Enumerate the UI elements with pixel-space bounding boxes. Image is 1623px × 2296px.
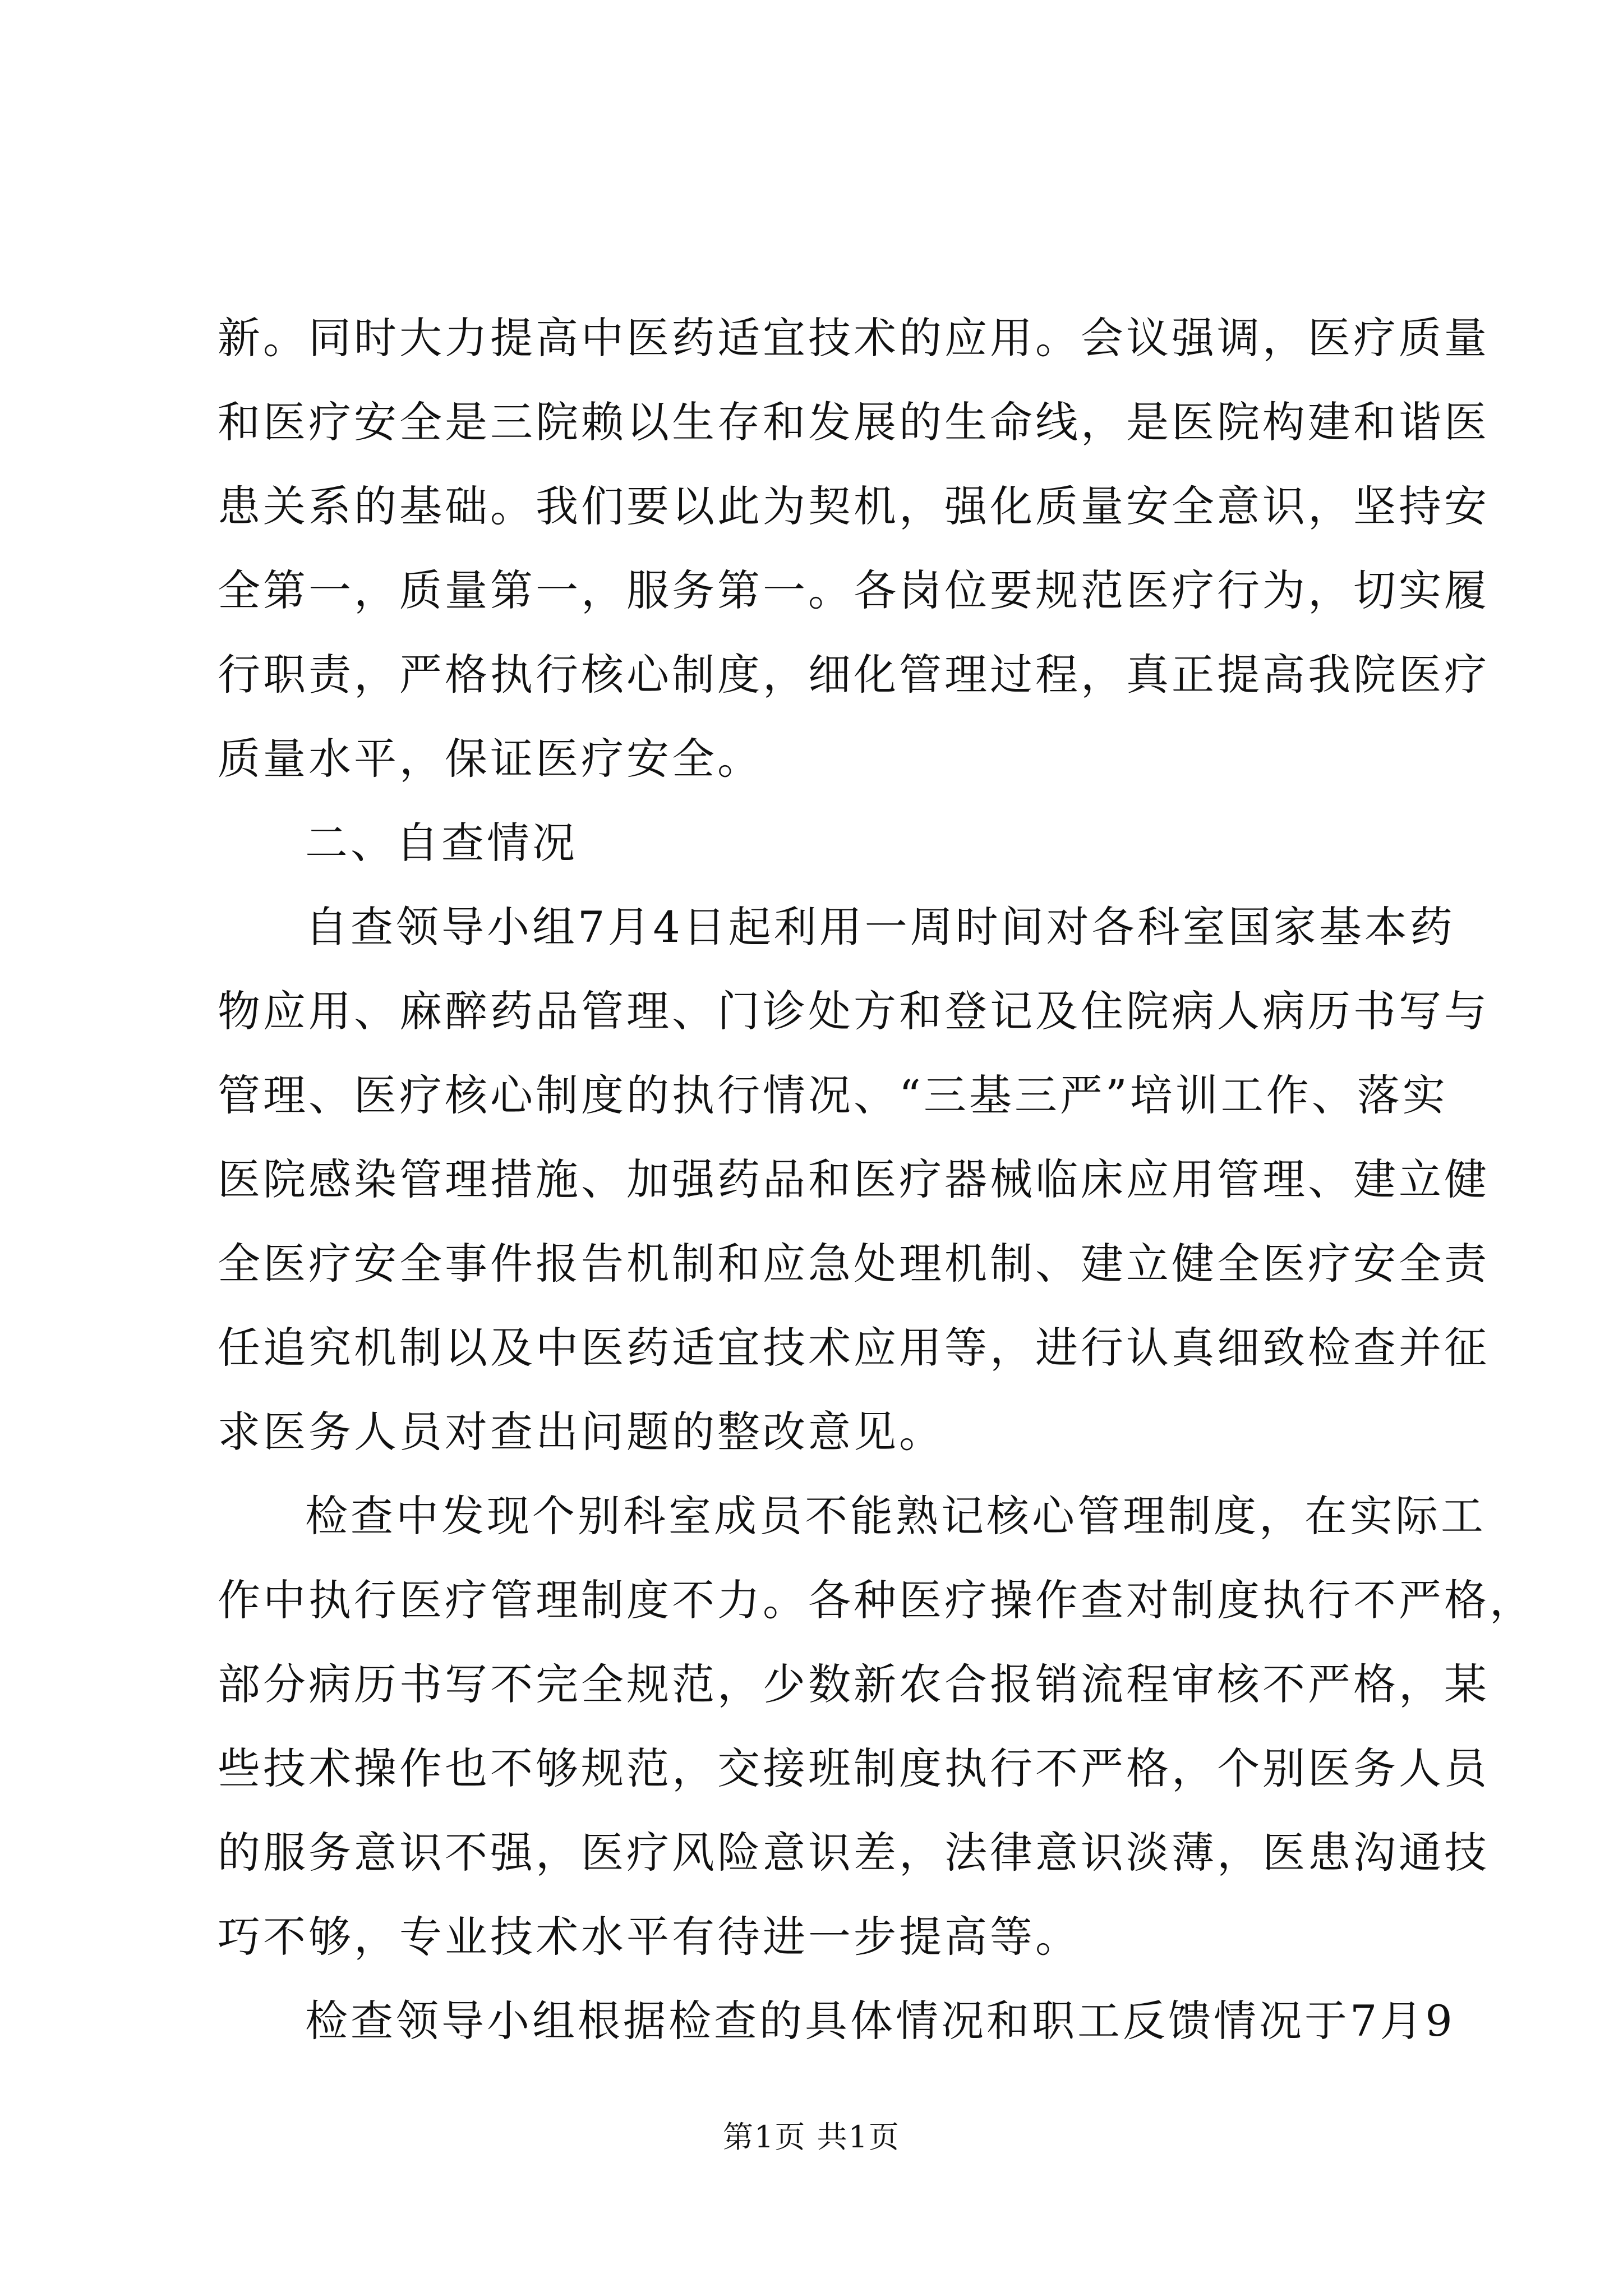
- page-footer: 第1页 共1页: [723, 2119, 900, 2155]
- text-line: 行职责，严格执行核心制度，细化管理过程，真正提高我院医疗: [218, 650, 1490, 700]
- text-line: 检查领导小组根据检查的具体情况和职工反馈情况于7月9: [305, 1996, 1455, 2046]
- text-line: 自查领导小组7月4日起利用一周时间对各科室国家基本药: [305, 902, 1455, 952]
- text-line: 全第一，质量第一，服务第一。各岗位要规范医疗行为，切实履: [218, 565, 1490, 615]
- text-line: 管理、医疗核心制度的执行情况、“三基三严”培训工作、落实: [218, 1070, 1448, 1120]
- text-line: 的服务意识不强，医疗风险意识差，法律意识淡薄，医患沟通技: [218, 1828, 1490, 1878]
- section-heading: 二、自查情况: [305, 818, 578, 868]
- text-line: 质量水平，保证医疗安全。: [218, 734, 763, 784]
- text-line: 些技术操作也不够规范，交接班制度执行不严格，个别医务人员: [218, 1743, 1490, 1793]
- text-line: 任追究机制以及中医药适宜技术应用等，进行认真细致检查并征: [218, 1323, 1490, 1373]
- text-line: 全医疗安全事件报告机制和应急处理机制、建立健全医疗安全责: [218, 1239, 1490, 1289]
- text-line: 医院感染管理措施、加强药品和医疗器械临床应用管理、建立健: [218, 1154, 1490, 1204]
- text-line: 部分病历书写不完全规范，少数新农合报销流程审核不严格，某: [218, 1659, 1490, 1709]
- document-body: [218, 296, 1535, 2063]
- text-line: 患关系的基础。我们要以此为契机，强化质量安全意识，坚持安: [218, 481, 1490, 531]
- text-line: 物应用、麻醉药品管理、门诊处方和登记及住院病人病历书写与: [218, 986, 1490, 1036]
- text-line: 和医疗安全是三院赖以生存和发展的生命线，是医院构建和谐医: [218, 397, 1490, 447]
- text-line: 求医务人员对查出问题的整改意见。: [218, 1407, 944, 1457]
- text-line: 作中执行医疗管理制度不力。各种医疗操作查对制度执行不严格，: [218, 1575, 1535, 1625]
- text-line: 检查中发现个别科室成员不能熟记核心管理制度，在实际工: [305, 1491, 1486, 1541]
- text-line: 新。同时大力提高中医药适宜技术的应用。会议强调，医疗质量: [218, 313, 1490, 363]
- text-line: 巧不够，专业技术水平有待进一步提高等。: [218, 1912, 1081, 1962]
